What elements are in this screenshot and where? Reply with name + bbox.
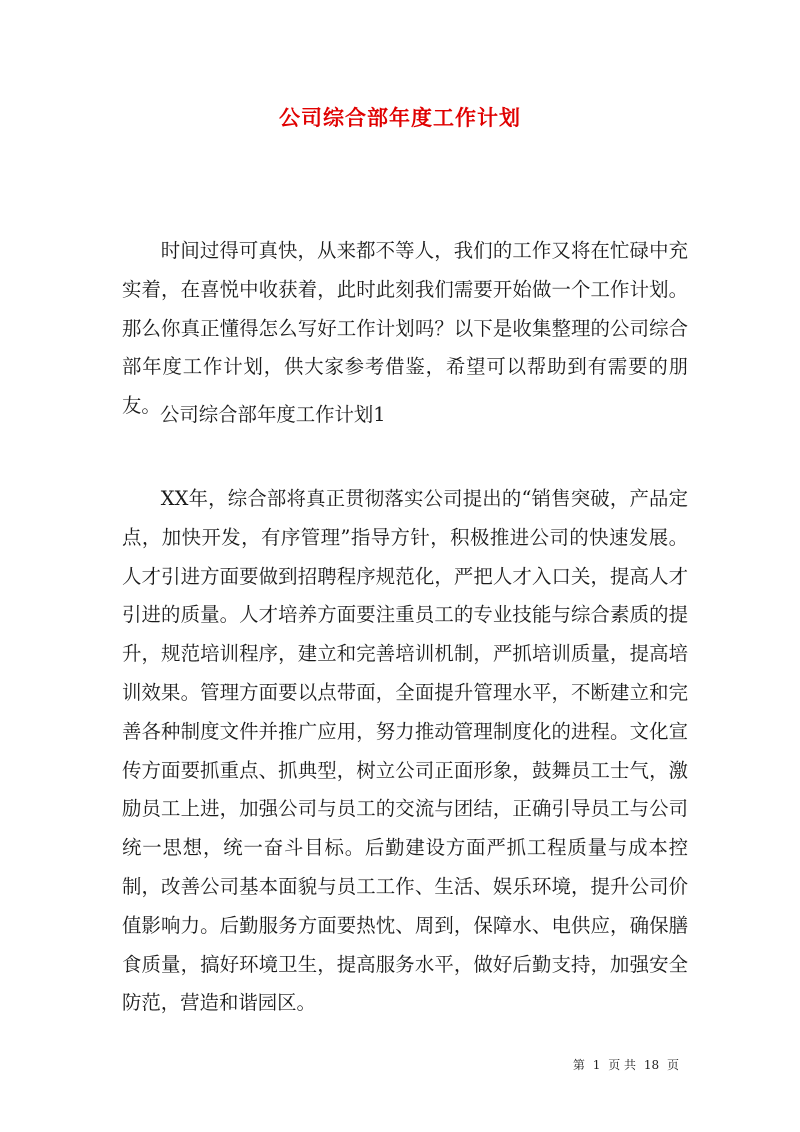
section-body-paragraph: XX年，综合部将真正贯彻落实公司提出的“销售突破，产品定点，加快开发，有序管理”指导方针，积极推进公司的快速发展。人才引进方面要做到招聘程序规范化，严把人才入口关，提高人才引进的质量。人才培养方面要注重员工的专业技能与综合素质的提升，规范培训程序，建立和完善培训机制，严抓培训质量，提高培训效果。管理方面要以点带面，全面提升管理水平，不断建立和完善各种制度文件并推广应用，努力推动管理制度化的进程。文化宣传方面要抓重点、抓典型，树立公司正面形象，鼓舞员工士气，激励员工上进，加强公司与员工的交流与团结，正确引导员工与公司统一思想，统一奋斗目标。后勤建设方面严抓工程质量与成本控制，改善公司基本面貌与员工工作、生活、娱乐环境，提升公司价值影响力。后勤服务方面要热忱、周到，保障水、电供应，确保膳食质量，搞好环境卫生，提高服务水平，做好后勤支持，加强安全防范，营造和谐园区。 <box>122 487 688 1015</box>
page-label-suffix: 页 <box>666 1058 679 1072</box>
page-label-mid: 页 共 <box>608 1058 637 1072</box>
page-footer <box>0 1056 681 1073</box>
page-label-prefix: 第 <box>572 1058 585 1072</box>
intro-paragraph: 时间过得可真快，从来都不等人，我们的工作又将在忙碌中充实着，在喜悦中收获着，此时此刻我们需要开始做一个工作计划。那么你真正懂得怎么写好工作计划吗？以下是收集整理的公司综合部年度工作计划，供大家参考借鉴，希望可以帮助到有需要的朋友。 <box>122 239 688 418</box>
page-number: 1 <box>592 1058 601 1072</box>
total-pages: 18 <box>643 1058 660 1072</box>
section-heading: 公司综合部年度工作计划1 <box>160 403 386 426</box>
document-title: 公司综合部年度工作计划 <box>279 105 521 130</box>
